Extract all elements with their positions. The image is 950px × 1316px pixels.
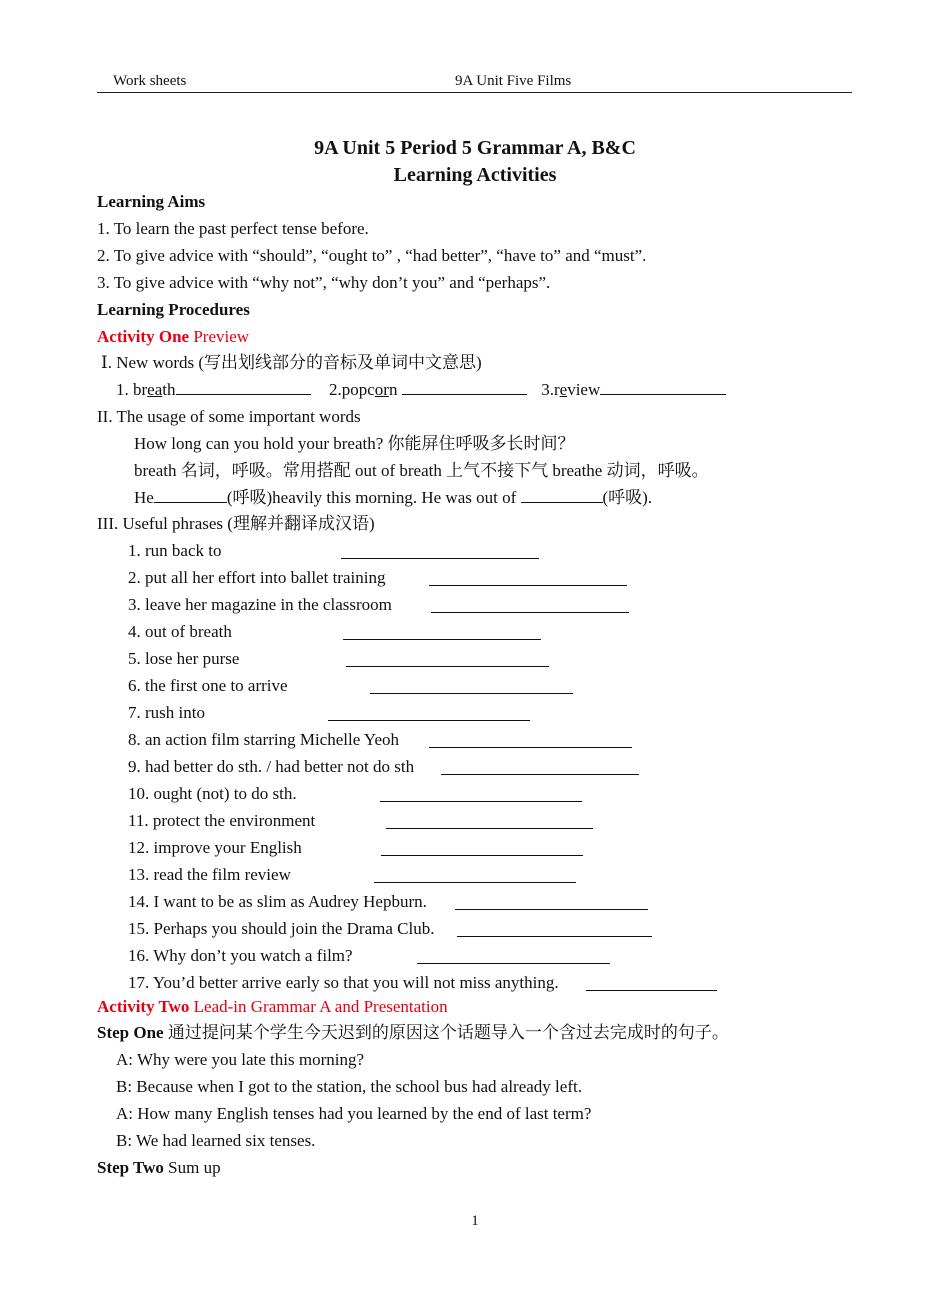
usage-fill-line: He (呼吸)heavily this morning. He was out of (呼吸). <box>134 488 653 507</box>
answer-blank[interactable] <box>380 801 582 802</box>
aim-item: 3. To give advice with “why not”, “why don’t you” and “perhaps”. <box>97 273 551 292</box>
answer-blank[interactable] <box>374 882 576 883</box>
new-words-line <box>116 380 726 400</box>
phrase-item: 9. had better do sth. / had better not do sth <box>128 757 415 776</box>
phrase-item: 12. improve your English <box>128 838 302 857</box>
activity-two-heading <box>97 997 448 1017</box>
phrase-item: 13. read the film review <box>128 865 291 884</box>
phrase-item: 17. You’d better arrive early so that you will not miss anything. <box>128 973 559 992</box>
answer-blank[interactable] <box>441 774 639 775</box>
aim-item: 1. To learn the past perfect tense before. <box>97 219 369 238</box>
answer-blank[interactable] <box>328 720 530 721</box>
answer-blank[interactable] <box>521 488 603 503</box>
step-one-line <box>97 1023 729 1043</box>
dialogue-line: B: Because when I got to the station, the school bus had already left. <box>116 1077 582 1096</box>
answer-blank[interactable] <box>386 828 593 829</box>
answer-blank[interactable] <box>431 612 629 613</box>
answer-blank[interactable] <box>370 693 573 694</box>
answer-blank[interactable] <box>176 380 311 395</box>
answer-blank[interactable] <box>586 990 717 991</box>
word-3: 3.review <box>541 380 601 399</box>
new-words-heading: Ⅰ. New words (写出划线部分的音标及单词中文意思) <box>101 353 482 372</box>
phrase-item: 2. put all her effort into ballet training <box>128 568 386 587</box>
answer-blank[interactable] <box>402 380 527 395</box>
phrase-item: 8. an action film starring Michelle Yeoh <box>128 730 400 749</box>
answer-blank[interactable] <box>341 558 539 559</box>
procedures-heading: Learning Procedures <box>97 300 250 319</box>
activity-two-label: Activity Two <box>97 997 190 1016</box>
step-two-line <box>97 1158 221 1178</box>
header-center: 9A Unit Five Films <box>455 73 572 89</box>
step-two-text: Sum up <box>168 1158 221 1177</box>
activity-one-heading <box>97 327 249 347</box>
step-one-label: Step One <box>97 1023 164 1042</box>
phrase-item: 10. ought (not) to do sth. <box>128 784 297 803</box>
phrase-item: 5. lose her purse <box>128 649 240 668</box>
aim-item: 2. To give advice with “should”, “ought to” , “had better”, “have to” and “must”. <box>97 246 647 265</box>
activity-one-title: Preview <box>193 327 250 346</box>
answer-blank[interactable] <box>455 909 648 910</box>
aims-heading: Learning Aims <box>97 192 206 211</box>
dialogue-line: A: How many English tenses had you learned by the end of last term? <box>116 1104 592 1123</box>
page-subtitle: Learning Activities <box>393 164 557 186</box>
dialogue-line: B: We had learned six tenses. <box>116 1131 316 1150</box>
answer-blank[interactable] <box>381 855 583 856</box>
page-title: 9A Unit 5 Period 5 Grammar A, B&C <box>314 137 636 159</box>
phrases-heading: III. Useful phrases (理解并翻译成汉语) <box>97 514 375 533</box>
word-1: 1. breath <box>116 380 176 399</box>
dialogue-line: A: Why were you late this morning? <box>116 1050 365 1069</box>
answer-blank[interactable] <box>343 639 541 640</box>
usage-line: breath 名词，呼吸。常用搭配 out of breath 上气不接下气 breathe 动词，呼吸。 <box>134 461 709 480</box>
phrase-item: 11. protect the environment <box>128 811 316 830</box>
phrase-item: 16. Why don’t you watch a film? <box>128 946 353 965</box>
header-left: Work sheets <box>113 73 187 89</box>
phrase-item: 7. rush into <box>128 703 205 722</box>
phrase-item: 4. out of breath <box>128 622 232 641</box>
phrase-item: 14. I want to be as slim as Audrey Hepburn. <box>128 892 427 911</box>
answer-blank[interactable] <box>429 585 627 586</box>
activity-two-title: Lead-in Grammar A and Presentation <box>193 997 448 1016</box>
phrase-item: 6. the first one to arrive <box>128 676 288 695</box>
answer-blank[interactable] <box>457 936 652 937</box>
step-two-label: Step Two <box>97 1158 164 1177</box>
answer-blank[interactable] <box>154 488 227 503</box>
page-number: 1 <box>471 1213 479 1229</box>
phrase-item: 1. run back to <box>128 541 222 560</box>
phrase-item: 3. leave her magazine in the classroom <box>128 595 392 614</box>
usage-line: How long can you hold your breath? 你能屏住呼吸多长时间？ <box>134 434 575 453</box>
answer-blank[interactable] <box>417 963 610 964</box>
answer-blank[interactable] <box>600 380 726 395</box>
phrase-item: 15. Perhaps you should join the Drama Club. <box>128 919 435 938</box>
usage-heading: II. The usage of some important words <box>97 407 361 426</box>
answer-blank[interactable] <box>429 747 632 748</box>
page-header <box>97 72 852 93</box>
step-one-text: 通过提问某个学生今天迟到的原因这个话题导入一个含过去完成时的句子。 <box>167 1023 729 1042</box>
activity-one-label: Activity One <box>97 327 190 346</box>
answer-blank[interactable] <box>346 666 549 667</box>
word-2: 2.popcorn <box>329 380 398 399</box>
